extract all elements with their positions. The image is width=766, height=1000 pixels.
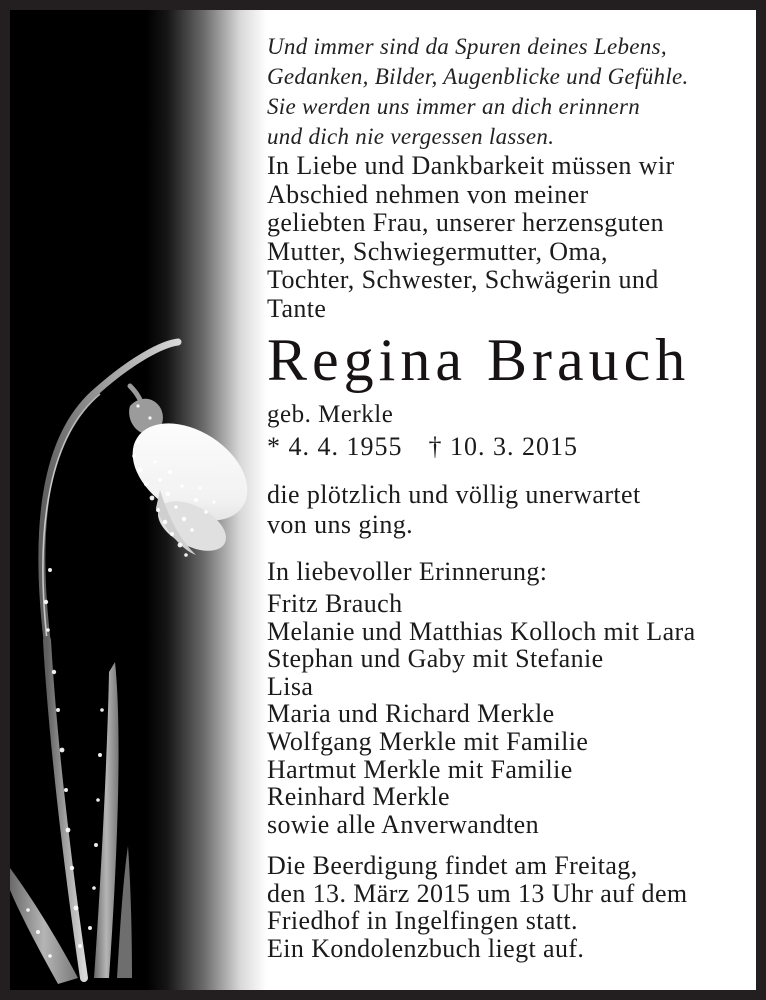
mourner-line: Lisa — [267, 671, 314, 701]
circumstance-line: die plötzlich und völlig unerwartet — [267, 480, 641, 509]
mourner-line: Melanie und Matthias Kolloch mit Lara — [267, 616, 696, 646]
mourner-line: Maria und Richard Merkle — [267, 699, 555, 729]
snowdrop-illustration — [10, 10, 272, 990]
funeral-info — [267, 852, 753, 962]
memorial-verse — [267, 32, 753, 152]
funeral-line: Friedhof in Ingelfingen statt. — [267, 906, 578, 935]
death-date: † 10. 3. 2015 — [428, 432, 578, 461]
verse-line: Und immer sind da Spuren deines Lebens, — [267, 34, 667, 59]
deceased-name: Regina Brauch — [267, 327, 691, 393]
mourner-line: Stephan und Gaby mit Stefanie — [267, 644, 604, 674]
mourner-line: Reinhard Merkle — [267, 782, 450, 812]
intro-line: Tochter, Schwester, Schwägerin und — [267, 265, 659, 294]
mourner-line: sowie alle Anverwandten — [267, 809, 540, 839]
intro-paragraph — [267, 152, 753, 323]
intro-line: In Liebe und Dankbarkeit müssen wir — [267, 151, 675, 180]
mourner-line: Fritz Brauch — [267, 589, 403, 618]
life-dates — [267, 432, 753, 462]
funeral-line: den 13. März 2015 um 13 Uhr auf dem — [267, 878, 688, 908]
funeral-line: Ein Kondolenzbuch liegt auf. — [267, 933, 585, 963]
birth-date: * 4. 4. 1955 — [267, 432, 403, 461]
mourners-list — [267, 590, 753, 838]
intro-line: geliebten Frau, unserer herzensguten — [267, 208, 665, 237]
intro-line: Abschied nehmen von meiner — [267, 179, 589, 209]
mourner-line: Wolfgang Merkle mit Familie — [267, 726, 589, 756]
verse-line: Gedanken, Bilder, Augenblicke und Gefühle. — [267, 64, 689, 89]
intro-line: Mutter, Schwiegermutter, Oma, — [267, 236, 608, 266]
remembrance-heading: In liebevoller Erinnerung: — [267, 557, 548, 586]
mourner-line: Hartmut Merkle mit Familie — [267, 754, 573, 784]
snowdrop-photo — [10, 10, 272, 990]
verse-line: und dich nie vergessen lassen. — [267, 124, 555, 149]
funeral-line: Die Beerdigung findet am Freitag, — [267, 851, 638, 880]
intro-line: Tante — [267, 293, 327, 323]
notice-inner-area — [10, 10, 756, 990]
maiden-name: geb. Merkle — [267, 401, 394, 428]
obituary-text — [267, 10, 753, 990]
circumstance-paragraph — [267, 480, 753, 539]
circumstance-line: von uns ging. — [267, 509, 414, 539]
verse-line: Sie werden uns immer an dich erinnern — [267, 94, 641, 119]
